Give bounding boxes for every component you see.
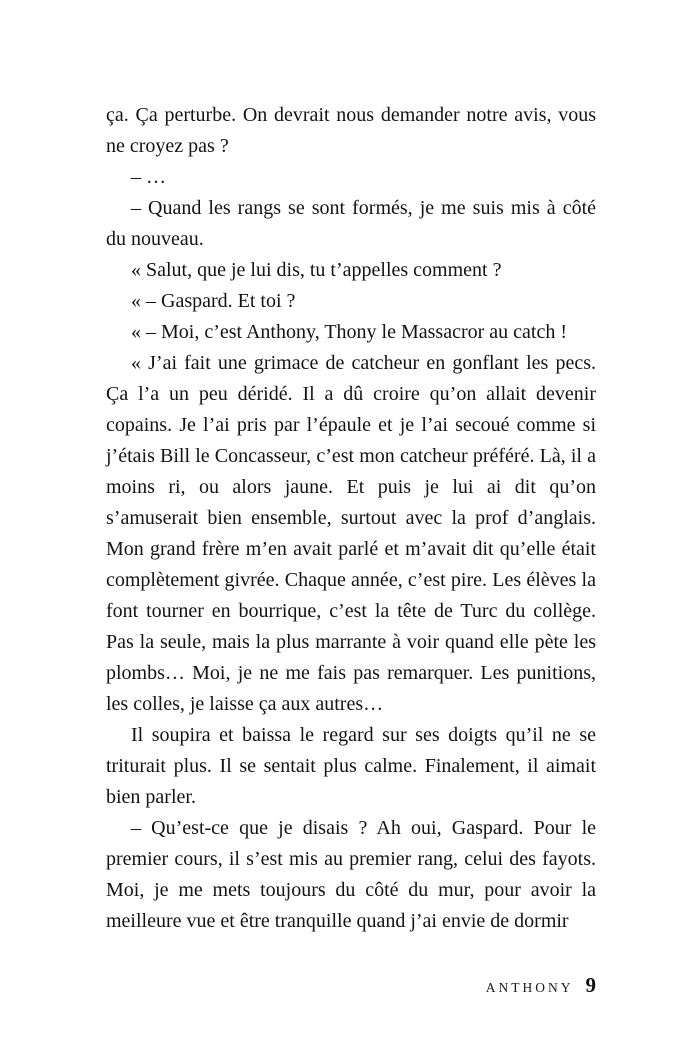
paragraph: Il soupira et baissa le regard sur ses doigts qu’il ne se triturait plus. Il se sentait plus calme. Finalement, il aimait bien parler. bbox=[106, 724, 596, 808]
page-number: 9 bbox=[585, 973, 596, 997]
paragraph: ça. Ça perturbe. On devrait nous demander notre avis, vous ne croyez pas ? bbox=[106, 104, 596, 157]
paragraph: « – Moi, c’est Anthony, Thony le Massacror au catch ! bbox=[131, 321, 568, 343]
page-footer bbox=[486, 973, 596, 998]
body-text bbox=[106, 100, 596, 937]
paragraph: « J’ai fait une grimace de catcheur en gonflant les pecs. Ça l’a un peu déridé. Il a dû croire qu’on allait devenir copains. Je l’ai pris par l’épaule et je l’ai secoué comme si j’étais Bill le Concasseur, c’est mon catcheur préféré. Là, il a moins ri, ou alors jaune. Et puis je lui ai dit qu’on s’amuserait bien ensemble, surtout avec la prof d’anglais. Mon grand frère m’en avait parlé et m’avait dit qu’elle était complètement givrée. Chaque année, c’est pire. Les élèves la font tourner en bourrique, c’est la tête de Turc du collège. Pas la seule, mais la plus marrante à voir quand elle pète les plombs… Moi, je ne me fais pas remarquer. Les punitions, les colles, je laisse ça aux autres… bbox=[106, 352, 596, 715]
paragraph: – Qu’est-ce que je disais ? Ah oui, Gaspard. Pour le premier cours, il s’est mis au premier rang, celui des fayots. Moi, je me mets toujours du côté du mur, pour avoir la meilleure vue et être tranquille quand j’ai envie de dormir bbox=[106, 817, 596, 932]
paragraph: – … bbox=[131, 166, 166, 188]
paragraph: « Salut, que je lui dis, tu t’appelles comment ? bbox=[131, 259, 502, 281]
paragraph: « – Gaspard. Et toi ? bbox=[131, 290, 296, 312]
running-head: ANTHONY bbox=[485, 980, 574, 995]
paragraph: – Quand les rangs se sont formés, je me suis mis à côté du nouveau. bbox=[106, 197, 596, 250]
